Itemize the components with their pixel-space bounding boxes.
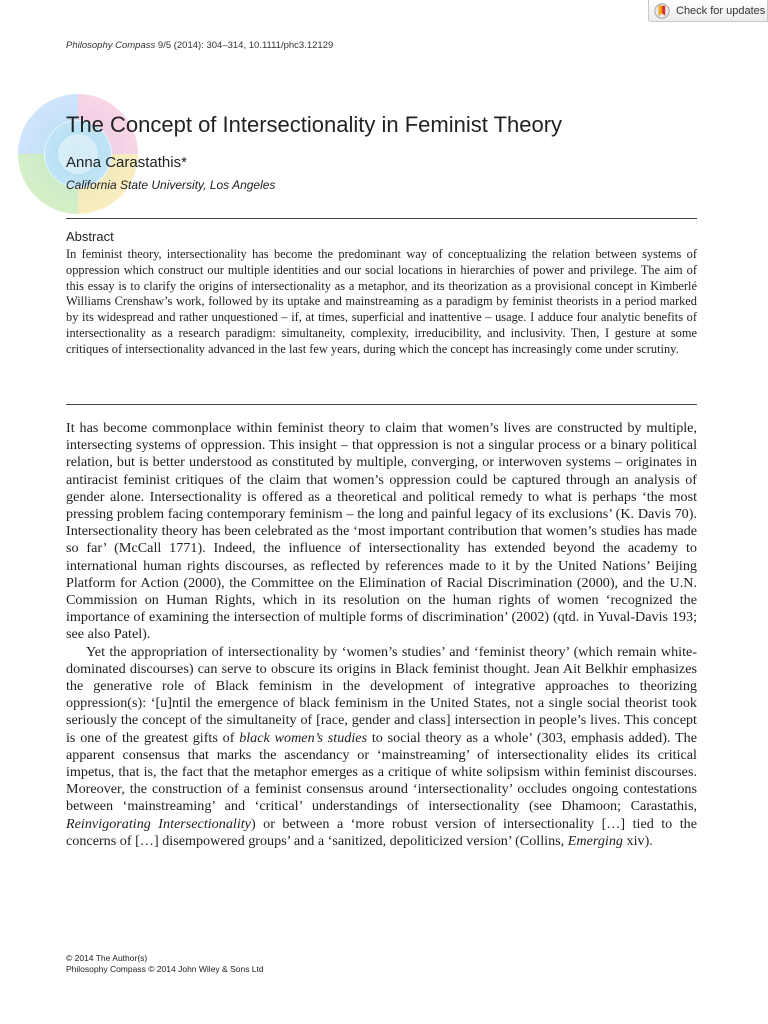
journal-citation-detail: 9/5 (2014): 304–314, 10.1111/phc3.12129	[157, 40, 334, 51]
journal-name: Philosophy Compass	[66, 40, 156, 51]
check-for-updates-button[interactable]	[648, 0, 768, 22]
footer-copyright-publisher: Philosophy Compass © 2014 John Wiley & Sons Ltd	[66, 964, 264, 974]
check-for-updates-label: Check for updates	[676, 4, 766, 17]
abstract-heading: Abstract	[66, 229, 114, 244]
p2-text-c: ) or between a ‘more robust version of intersectionality […] tied to the concerns of […] disempowered groups’ and a ‘sanitized, depoliticized version’ (Collins,	[66, 815, 697, 849]
abstract-bottom-rule	[66, 404, 697, 405]
author-affiliation: California State University, Los Angeles	[66, 178, 276, 192]
abstract-top-rule	[66, 218, 697, 219]
article-title: The Concept of Intersectionality in Feminist Theory	[66, 112, 563, 137]
body-paragraph-1: It has become commonplace within feminist theory to claim that women’s lives are constructed by multiple, intersecting systems of oppression. This insight – that oppression is not a singular process or a binary political relation, but is better understood as constituted by multiple, converging, or interwoven systems – originates in antiracist feminist critiques of the claim that women’s oppression could be captured through an analysis of gender alone. Intersectionality is offered as a theoretical and political remedy to what is perhaps ‘the most pressing problem facing contemporary feminism – the long and painful legacy of its exclusions’ (K. Davis 70). Intersectionality theory has been celebrated as the ‘most important contribution that women’s studies has made so far’ (McCall 1771). Indeed, the influence of intersectionality has extended beyond the academy to international human rights discourses, as reflected by references made to it by the United Nations’ Beijing Platform for Action (2000), the Committee on the Elimination of Racial Discrimination (2000), and the U.N. Commission on Human Rights, which in its resolution on the human rights of women ‘recognized the importance of examining the intersection of multiple forms of discrimination’ (2002) (qtd. in Yuval-Davis 193; see also Patel).	[66, 420, 697, 643]
journal-citation	[66, 40, 333, 51]
body-paragraph-2	[66, 644, 697, 850]
author-name: Anna Carastathis*	[66, 154, 187, 171]
p2-text-a: Yet the appropriation of intersectionality by ‘women’s studies’ and ‘feminist theory’ (which remain white-dominated discourses) can serve to obscure its origins in Black feminist thought. Jean Ait Belkhir emphasizes the generative role of Black feminism in the development of integrative approaches to theorizing oppression(s): ‘[u]ntil the emergence of black feminism in the United States, not a single social theorist took seriously the concept of the simultaneity of [race, gender and class] intersection in people’s lives. This concept is one of the greatest gifts of	[66, 643, 697, 746]
p2-text-d: xiv).	[622, 832, 653, 849]
page-footer	[66, 953, 264, 975]
abstract-text: In feminist theory, intersectionality has become the predominant way of conceptualizing the relation between systems of oppression which construct our multiple identities and our social locations in hierarchies of power and privilege. The aim of this essay is to clarify the origins of intersectionality as a metaphor, and its theorization as a provisional concept in Kimberlé Williams Crenshaw’s work, followed by its uptake and mainstreaming as a paradigm by feminist theorists in a period marked by its widespread and rather unquestioned – if, at times, superficial and inattentive – usage. I adduce four analytic benefits of intersectionality as a research paradigm: simultaneity, complexity, irreducibility, and inclusivity. Then, I gesture at some critiques of intersectionality advanced in the last few years, during which the concept has increasingly come under scrutiny.	[66, 247, 697, 356]
p2-emphasis-black-womens-studies: black women’s studies	[239, 729, 368, 746]
footer-copyright-author: © 2014 The Author(s)	[66, 953, 148, 963]
p2-text-b: to social theory as a whole’ (303, emphasis added). The apparent consensus that marks the ascendancy or ‘mainstreaming’ of intersectionality elides its critical impetus, that is, the fact that the metaphor emerges as a critique of white solipsism within feminist discourses. Moreover, the construction of a feminist consensus around ‘intersectionality’ occludes ongoing contestations between ‘mainstreaming’ and ‘critical’ understandings of intersectionality (see Dhamoon; Carastathis,	[66, 729, 697, 815]
crossmark-icon	[654, 3, 670, 19]
p2-emphasis-emerging: Emerging	[567, 832, 623, 849]
article-body	[66, 420, 697, 850]
p2-emphasis-reinvigorating: Reinvigorating Intersectionality	[66, 815, 251, 832]
